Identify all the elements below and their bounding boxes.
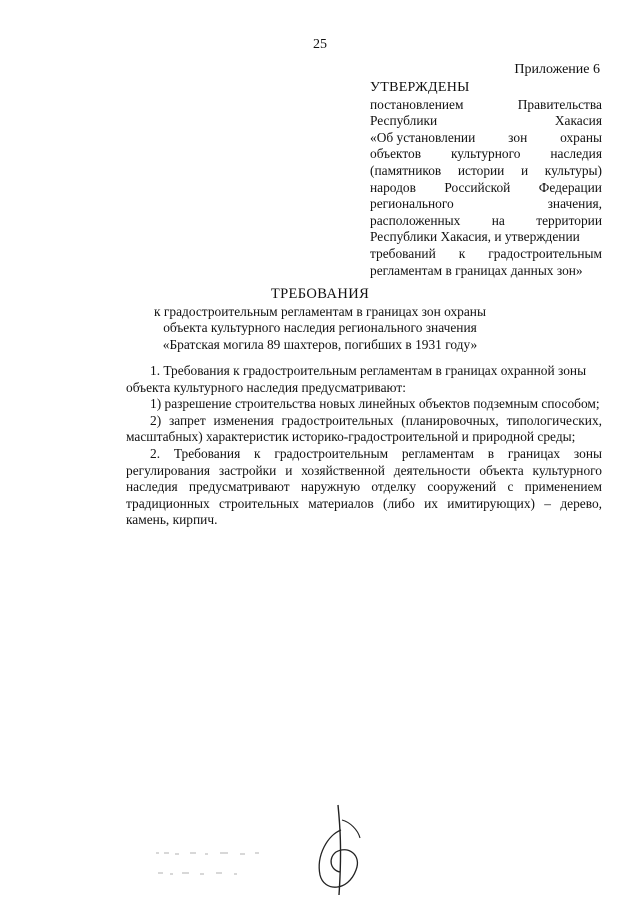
paragraph-1-cont: объекта культурного наследия предусматривают:: [126, 379, 406, 395]
requirements-heading: ТРЕБОВАНИЯ: [270, 286, 370, 302]
approval-word: культуры): [544, 162, 602, 178]
approval-word: охраны: [560, 129, 602, 145]
approval-word: регионального: [370, 196, 454, 212]
approval-block: [370, 80, 602, 279]
approval-word: культурного: [450, 146, 521, 162]
requirements-subtitle-line-2: объекта культурного наследия регионального значения: [163, 320, 477, 336]
approval-word: градостроительным: [488, 245, 602, 261]
approval-word: расположенных: [370, 212, 461, 228]
approval-word: истории: [457, 162, 505, 178]
requirements-title-block: [0, 286, 640, 353]
page-number: 25: [313, 37, 327, 52]
approval-line: [370, 130, 602, 147]
approval-word: Правительства: [517, 96, 602, 112]
approval-line: [370, 113, 602, 130]
approval-line: [370, 229, 602, 246]
body-text: [126, 363, 602, 529]
approval-word: Федерации: [538, 179, 602, 195]
handwritten-signature: [298, 800, 378, 900]
approval-word: Республики Хакасия, и утверждении: [370, 229, 580, 245]
approval-word: регламентам в границах данных зон»: [370, 262, 583, 278]
approval-word: Республики: [370, 113, 438, 129]
approval-word: Российской: [444, 179, 511, 195]
approval-word: требований: [370, 245, 436, 261]
approval-word: постановлением: [370, 96, 464, 112]
paragraph-item-2: 2) запрет изменения градостроительных (планировочных, типологических, масштабных) характеристик историко-градостроительной и природной среды;: [126, 412, 602, 445]
approval-heading: УТВЕРЖДЕНЫ: [370, 80, 470, 95]
approval-line: [370, 180, 602, 197]
approval-line: [370, 146, 602, 163]
paragraph-item-1: 1) разрешение строительства новых линейных объектов подземным способом;: [150, 396, 600, 412]
paragraph-1: 1. Требования к градостроительным регламентам в границах охранной зоны: [150, 363, 587, 378]
paragraph-2: 2. Требования к градостроительным регламентам в границах зоны регулирования застройки и хозяйственной деятельности объекта культурного наследия предусматривают наружную отделку сооружений с применением традиционных строительных материалов (либо их имитирующих) – дерево, камень, кирпич.: [126, 445, 602, 528]
approval-line: [370, 196, 602, 213]
faint-stamp: [150, 842, 270, 892]
approval-line: [370, 163, 602, 180]
approval-word: (памятников: [370, 162, 442, 178]
approval-line: [370, 246, 602, 263]
approval-word: на: [491, 212, 505, 228]
approval-line: [370, 97, 602, 114]
approval-word: к: [458, 245, 466, 261]
approval-word: наследия: [550, 146, 602, 162]
requirements-subtitle-line-1: к градостроительным регламентам в границах зон охраны: [154, 303, 486, 319]
approval-word: зон: [508, 129, 528, 145]
appendix-label: Приложение 6: [514, 62, 600, 77]
approval-word: объектов: [370, 146, 422, 162]
approval-word: и: [520, 162, 529, 178]
approval-word: Хакасия: [554, 113, 602, 129]
approval-lines: [370, 97, 602, 280]
approval-word: значения,: [547, 196, 602, 212]
approval-line: [370, 263, 602, 280]
approval-word: народов: [370, 179, 416, 195]
approval-line: [370, 213, 602, 230]
approval-word: территории: [536, 212, 602, 228]
requirements-subtitle-line-3: «Братская могила 89 шахтеров, погибших в 1931 году»: [162, 336, 478, 352]
approval-word: «Об установлении: [370, 129, 476, 145]
